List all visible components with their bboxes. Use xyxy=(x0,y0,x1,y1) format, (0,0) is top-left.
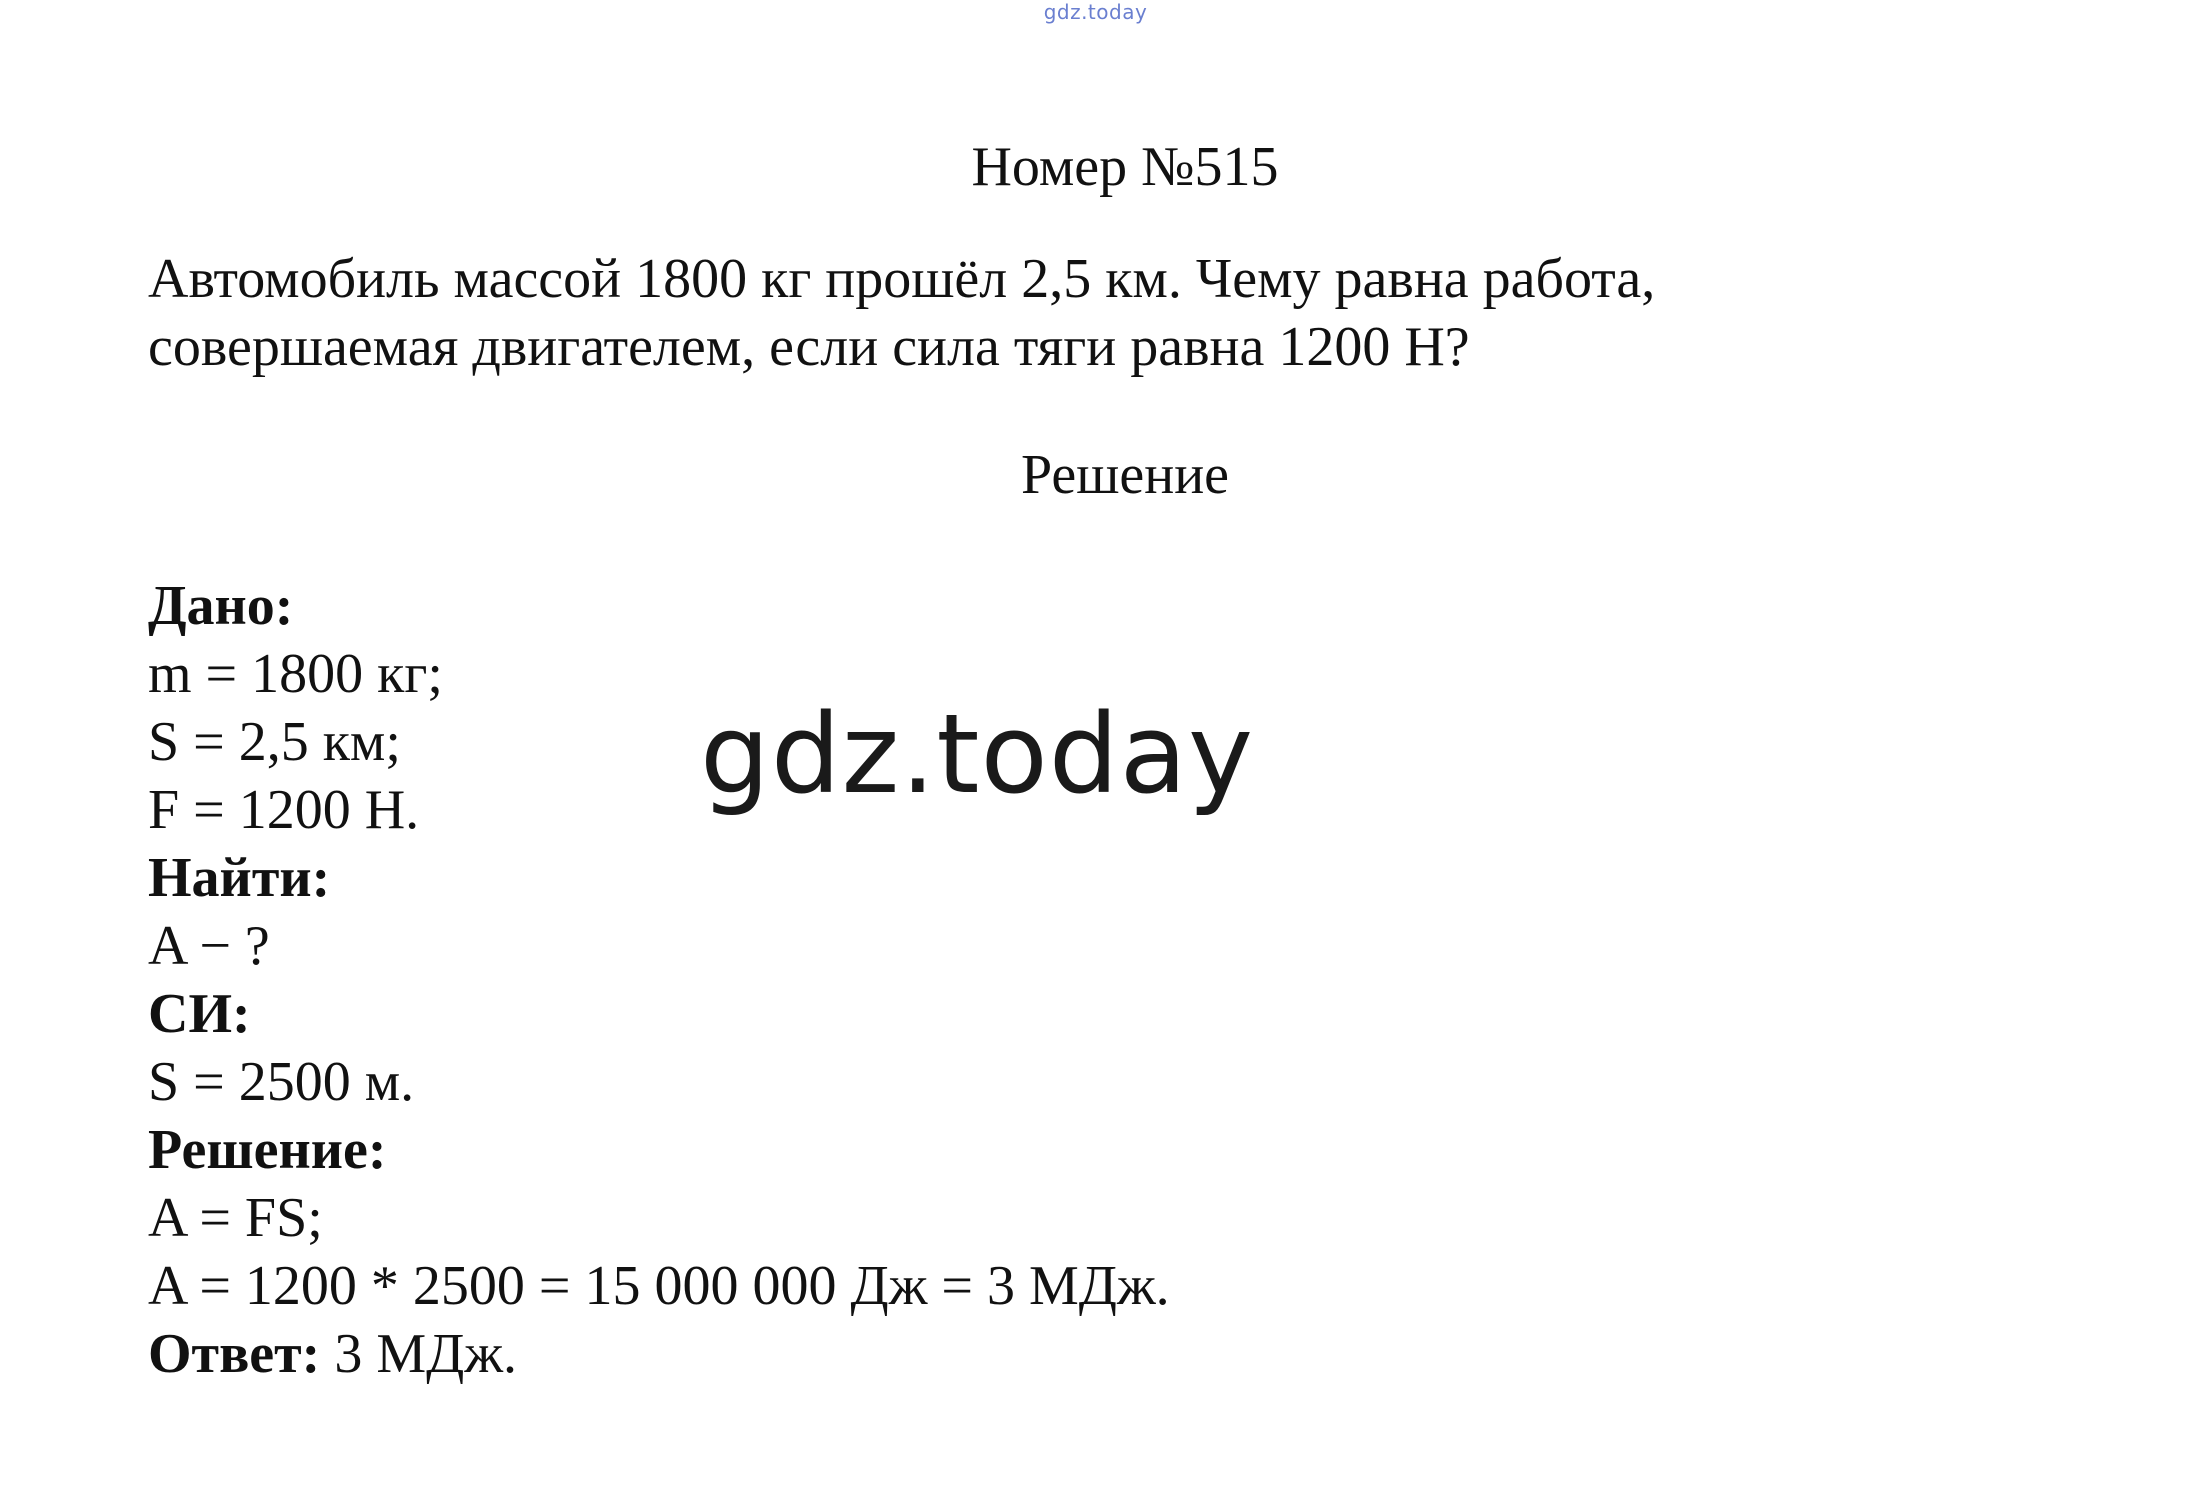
solution-calculation: A = 1200 * 2500 = 15 000 000 Дж = 3 МДж. xyxy=(148,1255,1170,1317)
center-watermark: gdz.today xyxy=(700,690,1255,818)
answer-label: Ответ: xyxy=(148,1323,321,1385)
solution-heading: Решение xyxy=(1020,444,1230,506)
solution-label: Решение: xyxy=(148,1119,387,1181)
problem-statement xyxy=(148,245,2048,381)
si-distance: S = 2500 м. xyxy=(148,1051,415,1113)
given-mass: m = 1800 кг; xyxy=(148,643,443,705)
si-label: СИ: xyxy=(148,983,251,1045)
answer-line xyxy=(148,1320,1548,1388)
problem-line-1: Автомобиль массой 1800 кг прошёл 2,5 км. Чему равна работа, xyxy=(148,248,1656,310)
find-work: A − ? xyxy=(148,915,270,977)
given-label: Дано: xyxy=(148,575,294,637)
given-force: F = 1200 Н. xyxy=(148,779,420,841)
top-watermark: gdz.today xyxy=(1043,0,1148,24)
answer-value: 3 МДж. xyxy=(320,1323,518,1385)
given-distance: S = 2,5 км; xyxy=(148,711,401,773)
page-title: Номер №515 xyxy=(971,136,1279,198)
problem-line-2: совершаемая двигателем, если сила тяги равна 1200 Н? xyxy=(148,316,1470,378)
solution-formula: A = FS; xyxy=(148,1187,323,1249)
find-label: Найти: xyxy=(148,847,331,909)
